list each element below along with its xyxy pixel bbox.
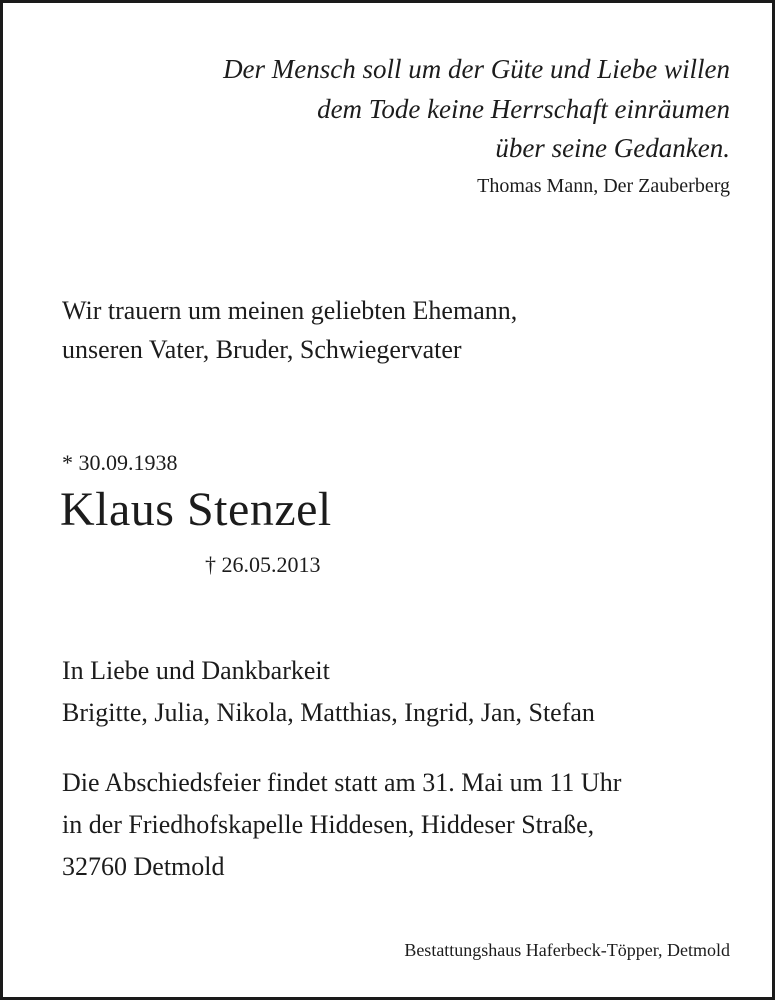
- quote-line-2: dem Tode keine Herrschaft einräumen: [317, 94, 730, 124]
- death-date: † 26.05.2013: [205, 552, 321, 577]
- ceremony-line-2: in der Friedhofskapelle Hiddesen, Hiddeser Straße,: [62, 810, 595, 839]
- ceremony-line-1: Die Abschiedsfeier findet statt am 31. Mai um 11 Uhr: [62, 768, 622, 797]
- intro-line-1: Wir trauern um meinen geliebten Ehemann,: [62, 296, 518, 325]
- mourners-line-2: Brigitte, Julia, Nikola, Matthias, Ingrid, Jan, Stefan: [62, 698, 595, 727]
- deceased-name: Klaus Stenzel: [60, 483, 332, 536]
- quote-attribution: Thomas Mann, Der Zauberberg: [477, 175, 730, 197]
- quote-line-3: über seine Gedanken.: [495, 133, 730, 163]
- birth-date: * 30.09.1938: [62, 450, 178, 475]
- mourners-line-1: In Liebe und Dankbarkeit: [62, 656, 330, 685]
- intro-line-2: unseren Vater, Bruder, Schwiegervater: [62, 335, 462, 364]
- funeral-home: Bestattungshaus Haferbeck-Töpper, Detmold: [404, 940, 730, 960]
- ceremony-line-3: 32760 Detmold: [62, 852, 225, 881]
- quote-line-1: Der Mensch soll um der Güte und Liebe willen: [223, 54, 730, 84]
